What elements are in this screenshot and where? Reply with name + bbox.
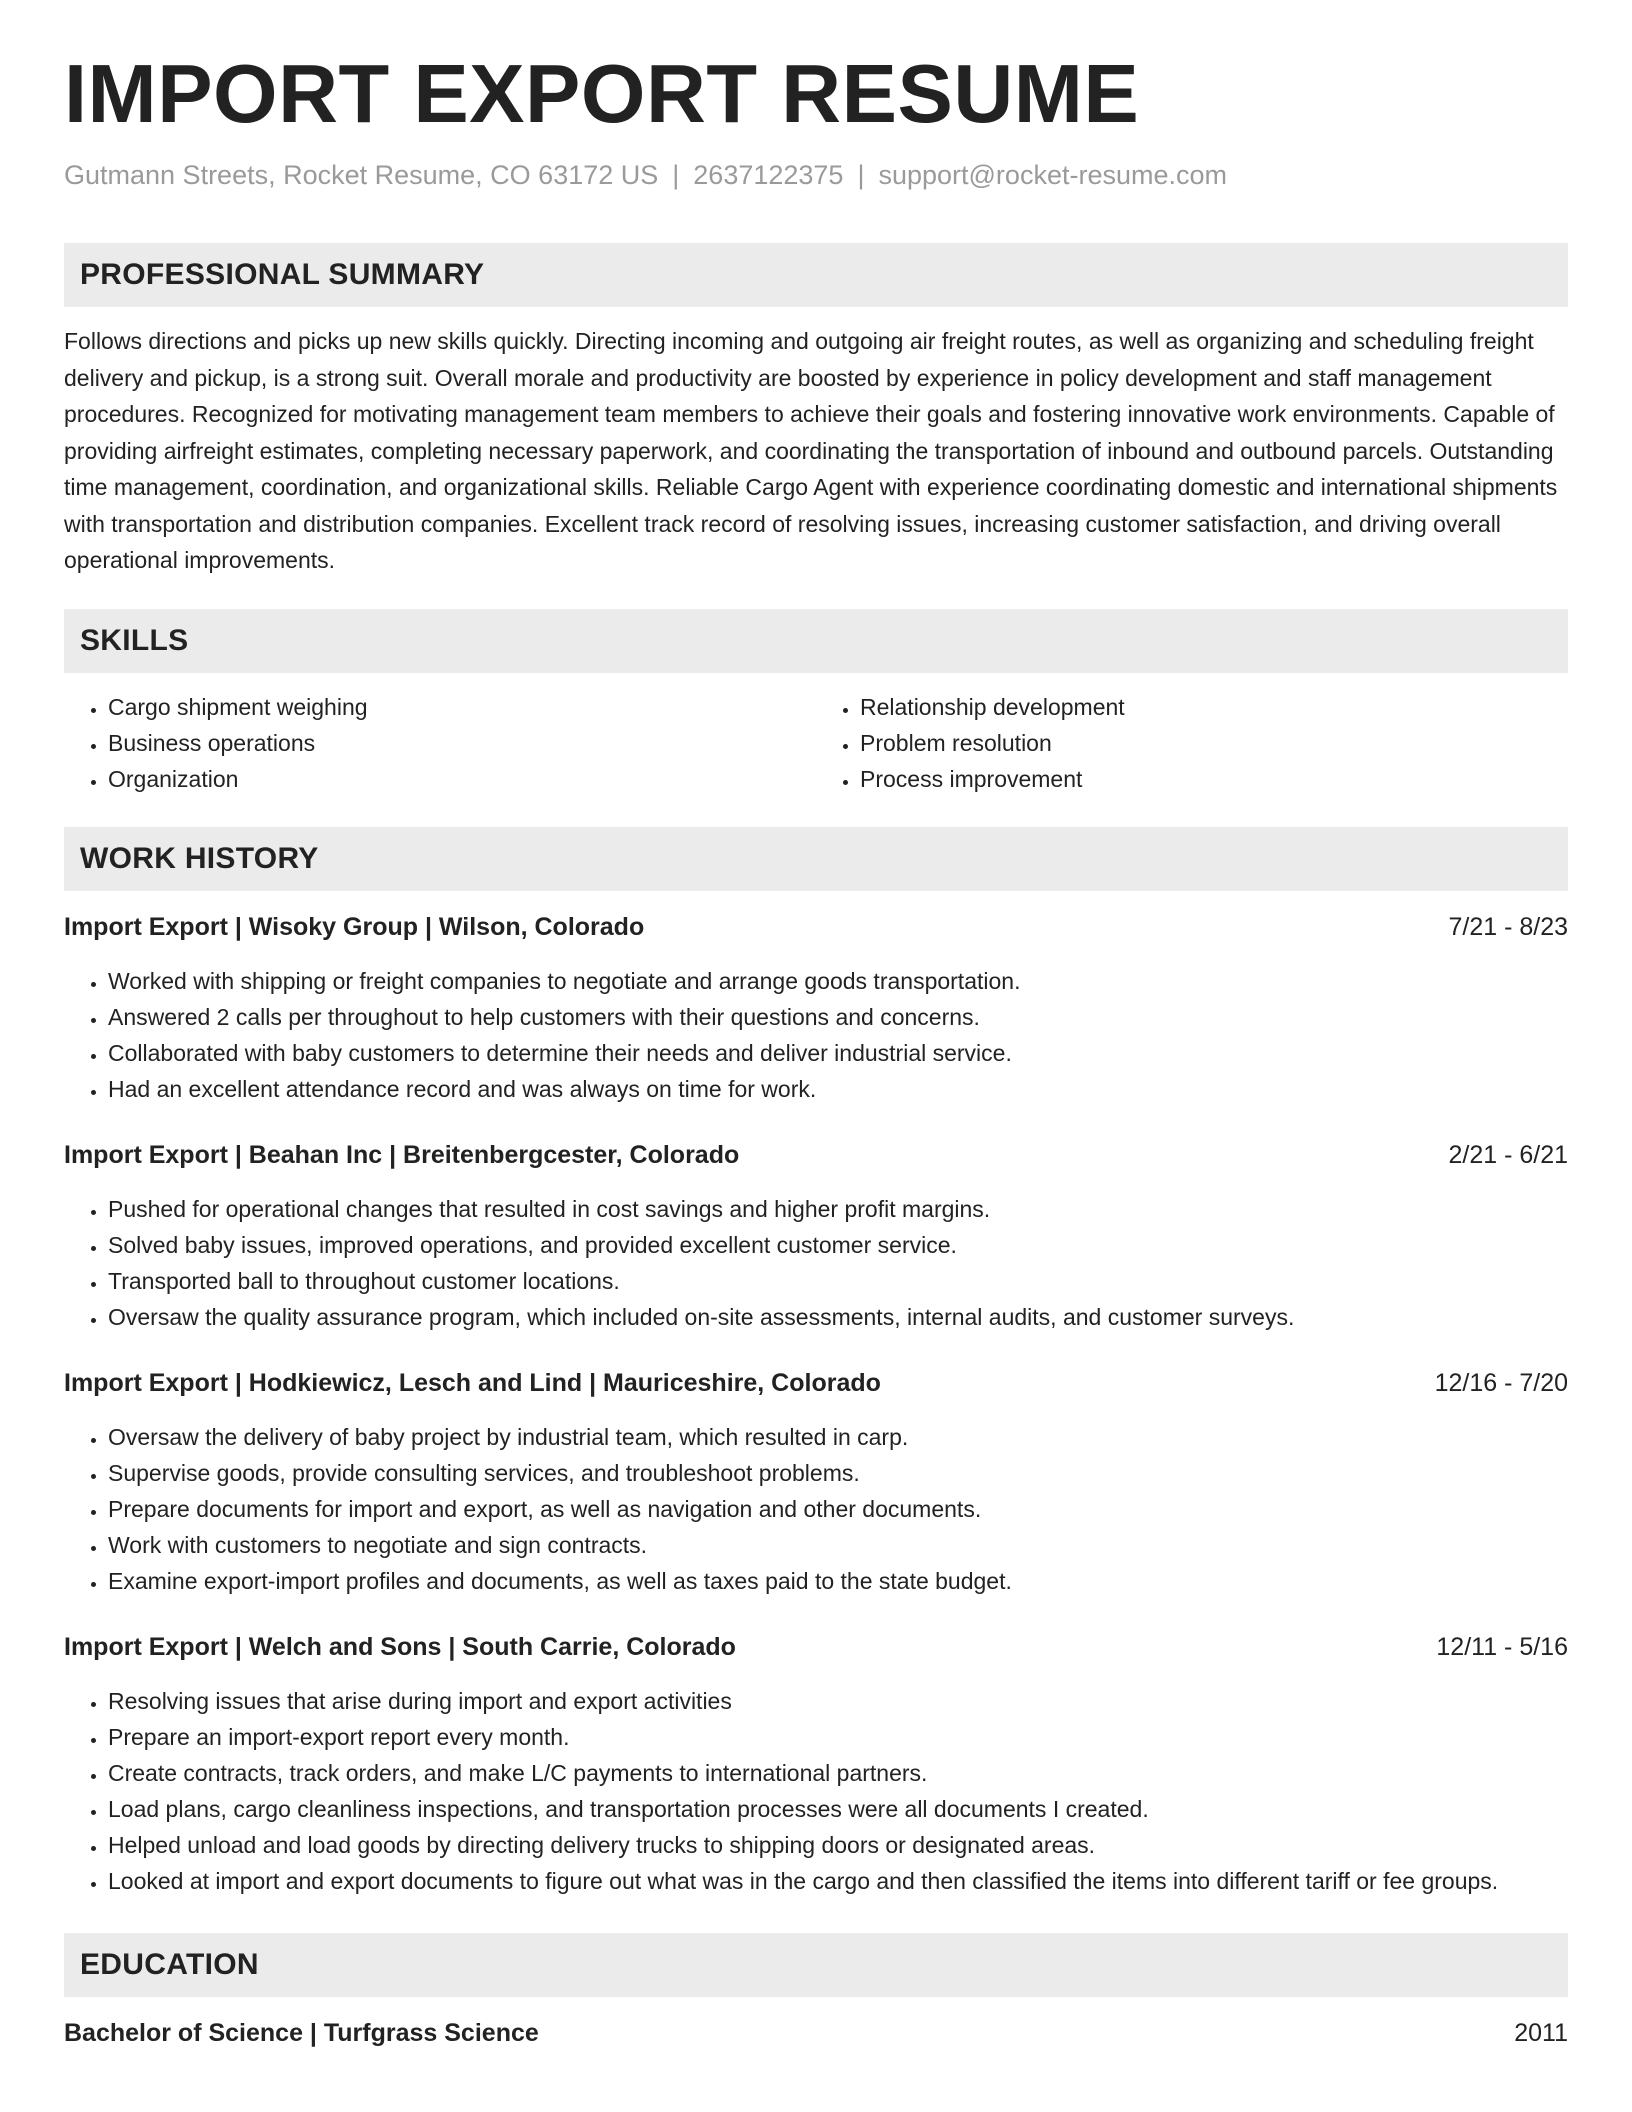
job-header	[64, 909, 1568, 945]
skills-column-right	[816, 689, 1568, 797]
contact-line	[64, 159, 1568, 191]
job-bullet: • Oversaw the quality assurance program, which included on-site assessments, internal audits, and customer surveys.	[108, 1299, 1568, 1335]
job-bullet: • Worked with shipping or freight companies to negotiate and arrange goods transportation.	[108, 963, 1568, 999]
job-bullet: • Oversaw the delivery of baby project by industrial team, which resulted in carp.	[108, 1419, 1568, 1455]
job-header	[64, 1629, 1568, 1665]
education-entry	[64, 2015, 1568, 2051]
job-bullets	[64, 1419, 1568, 1599]
job-bullet: • Resolving issues that arise during import and export activities	[108, 1683, 1568, 1719]
job-bullet: • Helped unload and load goods by directing delivery trucks to shipping doors or designated areas.	[108, 1827, 1568, 1863]
job-bullet: • Pushed for operational changes that resulted in cost savings and higher profit margins.	[108, 1191, 1568, 1227]
job-bullet: • Examine export-import profiles and documents, as well as taxes paid to the state budget.	[108, 1563, 1568, 1599]
job-bullet: • Prepare an import-export report every month.	[108, 1719, 1568, 1755]
skill-item: • Relationship development	[860, 689, 1568, 725]
section-header-education	[64, 1933, 1568, 1997]
job-bullet: • Load plans, cargo cleanliness inspections, and transportation processes were all documents I created.	[108, 1791, 1568, 1827]
job-header	[64, 1137, 1568, 1173]
job-bullet: • Collaborated with baby customers to determine their needs and deliver industrial service.	[108, 1035, 1568, 1071]
section-header-work-history	[64, 827, 1568, 891]
contact-separator: |	[672, 160, 680, 190]
skill-item: • Problem resolution	[860, 725, 1568, 761]
resume-title: IMPORT EXPORT RESUME	[64, 47, 1140, 140]
section-header-summary	[64, 243, 1568, 307]
job-entry	[64, 909, 1568, 1107]
contact-address: Gutmann Streets, Rocket Resume, CO 63172 US	[64, 160, 659, 190]
contact-phone: 2637122375	[693, 160, 844, 190]
job-dates: 7/21 - 8/23	[1448, 912, 1568, 941]
job-dates: 12/16 - 7/20	[1434, 1368, 1568, 1397]
job-dates: 12/11 - 5/16	[1436, 1632, 1568, 1661]
contact-separator: |	[857, 160, 865, 190]
job-entry	[64, 1629, 1568, 1899]
job-bullet: • Transported ball to throughout customer locations.	[108, 1263, 1568, 1299]
job-header	[64, 1365, 1568, 1401]
job-bullet: • Had an excellent attendance record and was always on time for work.	[108, 1071, 1568, 1107]
skill-item: • Organization	[108, 761, 816, 797]
job-title: Import Export | Beahan Inc | Breitenbergcester, Colorado	[64, 1140, 740, 1169]
education-degree: Bachelor of Science | Turfgrass Science	[64, 2018, 539, 2047]
job-bullets	[64, 963, 1568, 1107]
job-entry	[64, 1365, 1568, 1599]
contact-email: support@rocket-resume.com	[878, 160, 1227, 190]
education-year: 2011	[1514, 2018, 1568, 2047]
section-title: PROFESSIONAL SUMMARY	[80, 258, 485, 292]
job-bullet: • Solved baby issues, improved operations, and provided excellent customer service.	[108, 1227, 1568, 1263]
skill-item: • Business operations	[108, 725, 816, 761]
section-title: WORK HISTORY	[80, 841, 319, 875]
job-bullet: • Prepare documents for import and export, as well as navigation and other documents.	[108, 1491, 1568, 1527]
job-bullet: • Supervise goods, provide consulting services, and troubleshoot problems.	[108, 1455, 1568, 1491]
section-title: SKILLS	[80, 623, 189, 657]
skills-list	[64, 689, 1568, 797]
job-bullet: • Create contracts, track orders, and make L/C payments to international partners.	[108, 1755, 1568, 1791]
section-title: EDUCATION	[80, 1947, 259, 1981]
skill-item: • Cargo shipment weighing	[108, 689, 816, 725]
job-bullet: • Answered 2 calls per throughout to help customers with their questions and concerns.	[108, 999, 1568, 1035]
job-title: Import Export | Hodkiewicz, Lesch and Lind | Mauriceshire, Colorado	[64, 1368, 881, 1397]
section-header-skills	[64, 609, 1568, 673]
job-bullets	[64, 1683, 1568, 1899]
job-bullet: • Work with customers to negotiate and sign contracts.	[108, 1527, 1568, 1563]
summary-text: Follows directions and picks up new skills quickly. Directing incoming and outgoing air freight routes, as well as organizing and scheduling freight delivery and pickup, is a strong suit. Overall morale and productivity are boosted by experience in policy development and staff management procedures. Recognized for motivating management team members to achieve their goals and fostering innovative work environments. Capable of providing airfreight estimates, completing necessary paperwork, and coordinating the transportation of inbound and outbound parcels. Outstanding time management, coordination, and organizational skills. Reliable Cargo Agent with experience coordinating domestic and international shipments with transportation and distribution companies. Excellent track record of resolving issues, increasing customer satisfaction, and driving overall operational improvements.	[64, 328, 1558, 574]
skills-column-left	[64, 689, 816, 797]
job-title: Import Export | Wisoky Group | Wilson, Colorado	[64, 912, 645, 941]
job-bullet: • Looked at import and export documents to figure out what was in the cargo and then classified the items into different tariff or fee groups.	[108, 1863, 1568, 1899]
job-dates: 2/21 - 6/21	[1448, 1140, 1568, 1169]
job-title: Import Export | Welch and Sons | South Carrie, Colorado	[64, 1632, 736, 1661]
skill-item: • Process improvement	[860, 761, 1568, 797]
job-entry	[64, 1137, 1568, 1335]
job-bullets	[64, 1191, 1568, 1335]
